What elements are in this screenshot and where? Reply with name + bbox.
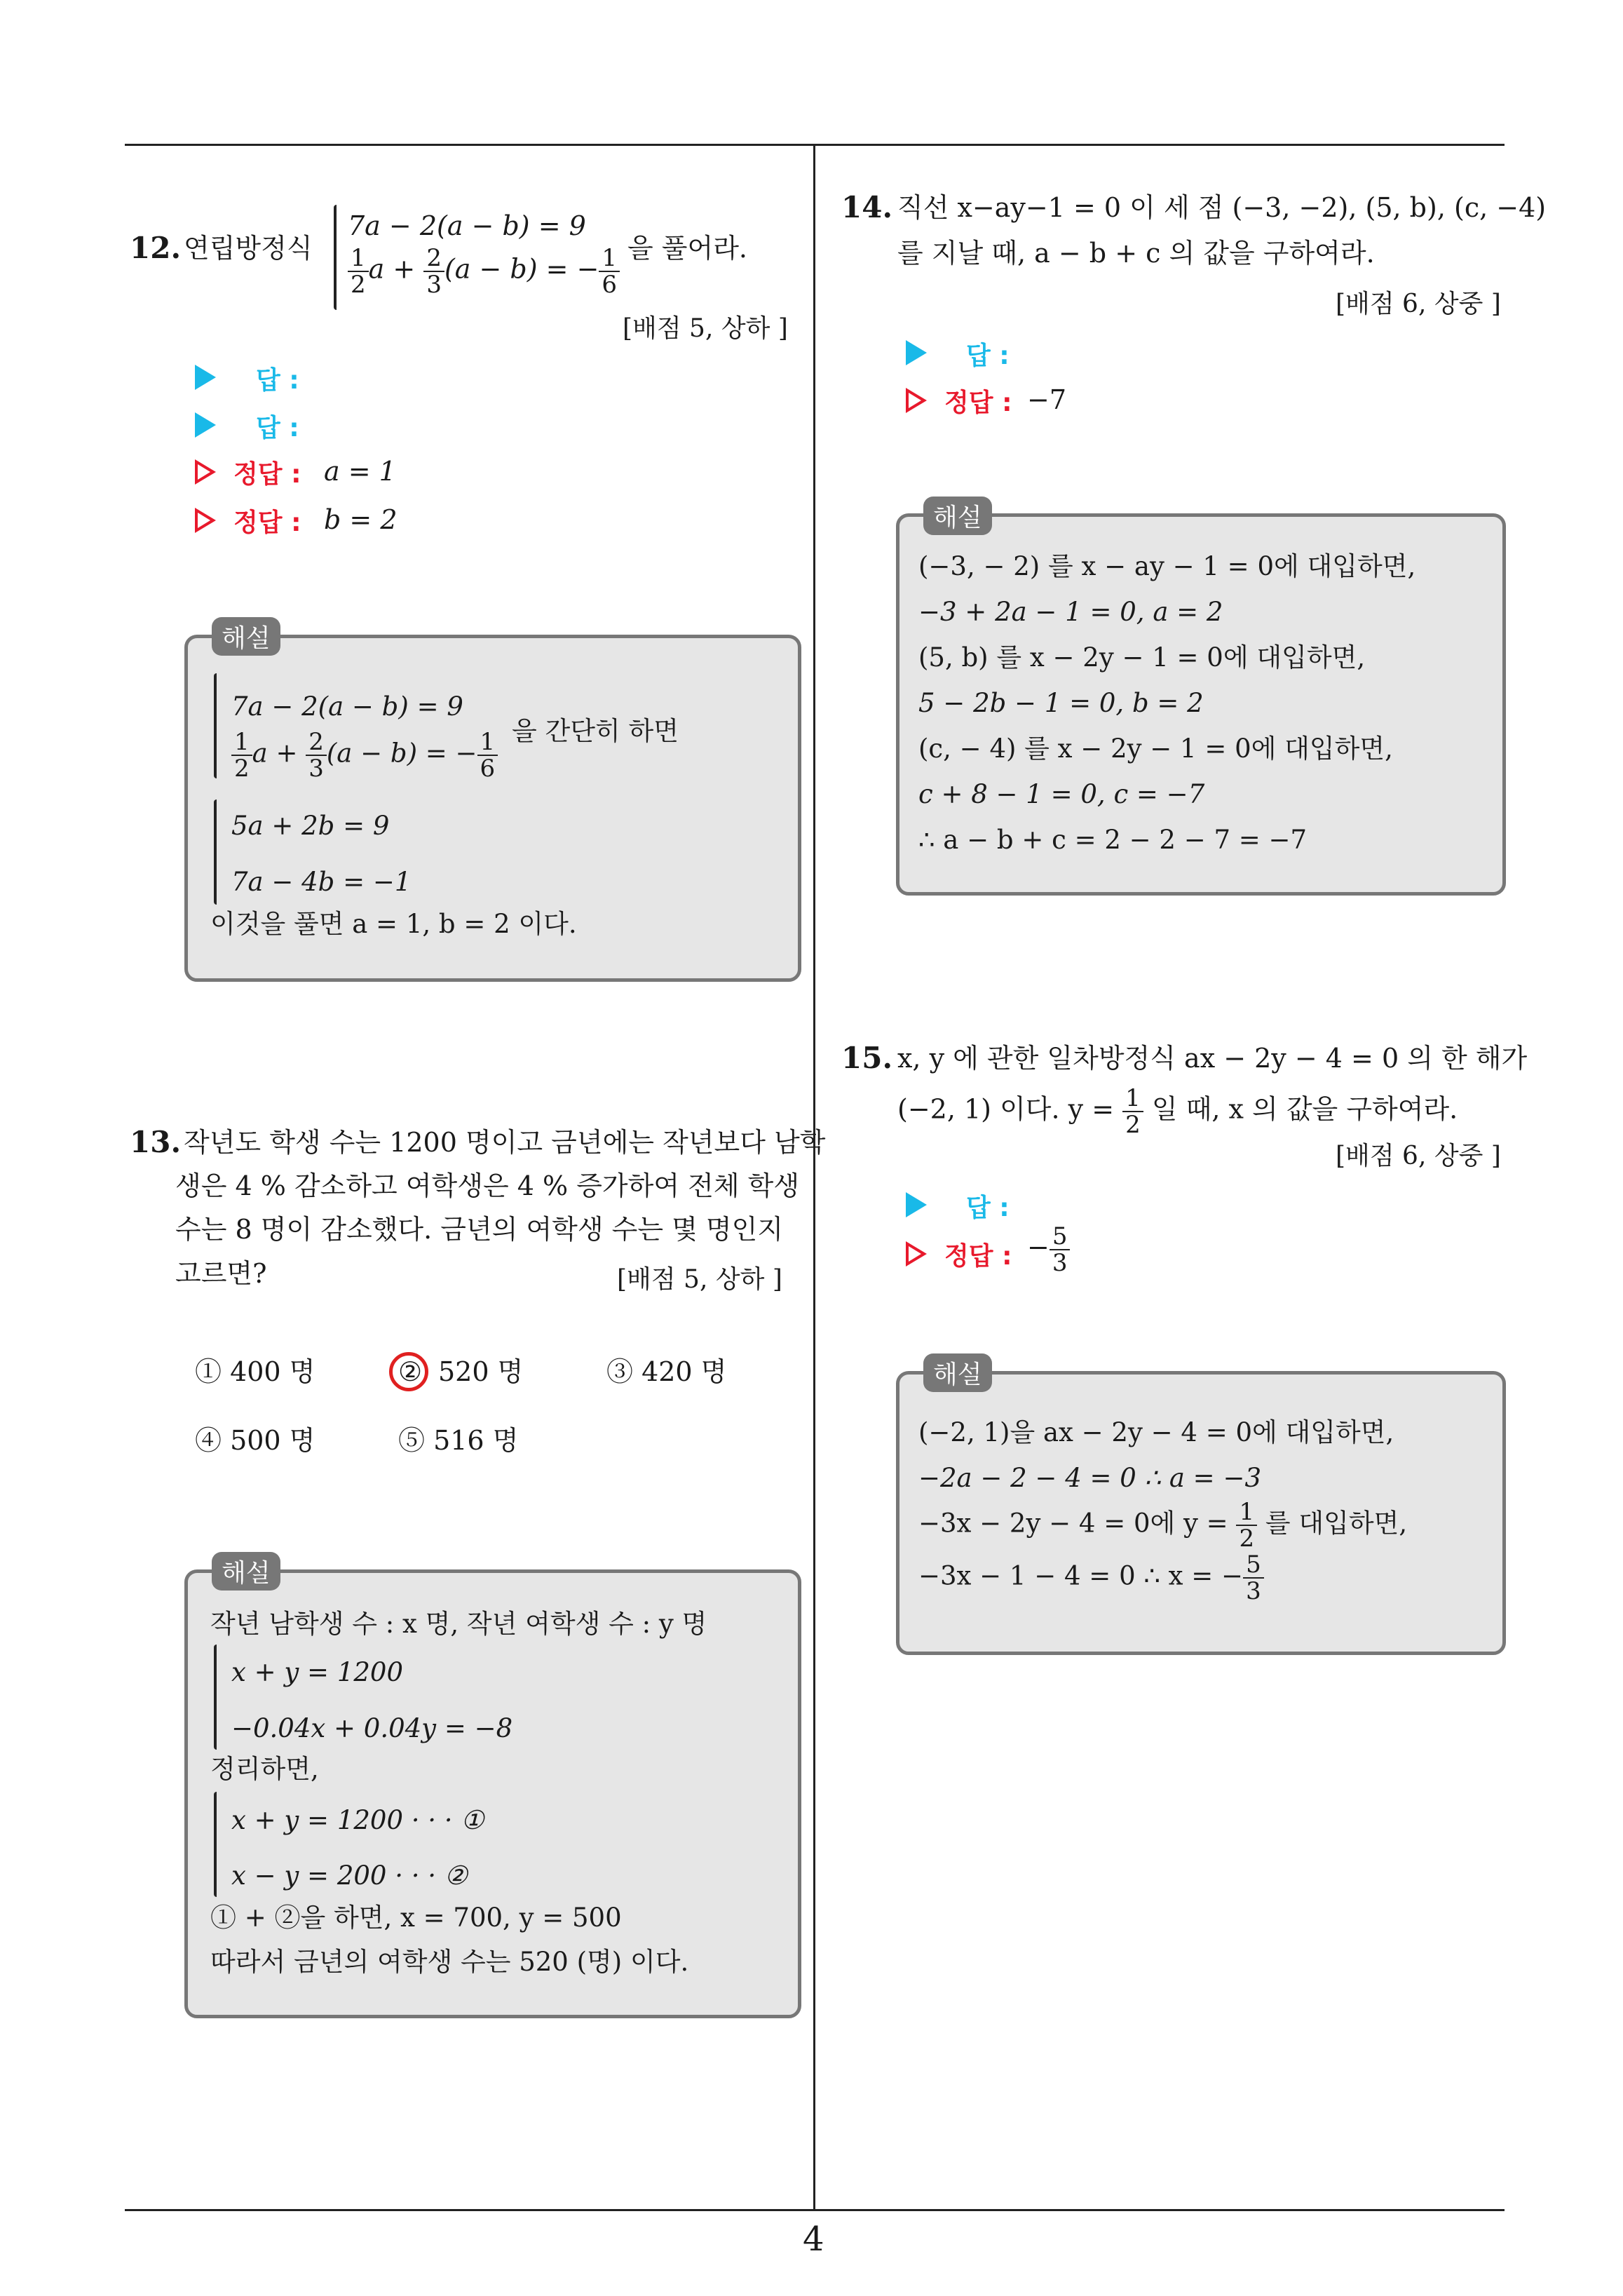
question-number: 15.: [841, 1041, 893, 1075]
fraction: $\frac{1}{2}$: [1122, 1086, 1143, 1137]
explanation-result: ∴ a − b + c = 2 − 2 − 7 = −7: [918, 825, 1308, 855]
question-line: x, y 에 관한 일차방정식 ax − 2y − 4 = 0 의 한 해가: [897, 1043, 1528, 1074]
explanation-tag: 해설: [923, 497, 992, 535]
equation-4: 7a − 4b = −1: [231, 867, 412, 897]
explanation-line: (−3, − 2) 를 x − ay − 1 = 0에 대입하면,: [918, 551, 1416, 581]
question-number: 13.: [130, 1125, 182, 1159]
score: [배점 5, 상하 ]: [623, 314, 788, 343]
correct-arrow-icon: [906, 388, 927, 413]
explanation-line: −2a − 2 − 4 = 0 ∴ a = −3: [918, 1463, 1261, 1493]
system-brace: [214, 1792, 217, 1897]
system-brace: [214, 673, 217, 778]
answer-label: 답 :: [256, 366, 299, 395]
explanation-tag: 해설: [923, 1353, 992, 1392]
question-prompt: 연립방정식: [184, 233, 313, 264]
question-line-2: (−2, 1) 이다. y = $\frac{1}{2}$ 일 때, x 의 값을 구하여라.: [897, 1084, 1458, 1139]
fraction: $\frac{1}{6}$: [599, 245, 620, 297]
explanation-line: 5 − 2b − 1 = 0, b = 2: [918, 688, 1204, 718]
fraction: $\frac{1}{2}$: [1236, 1499, 1257, 1551]
correct-label: 정답 :: [944, 389, 1012, 417]
fraction: $\frac{2}{3}$: [423, 245, 444, 297]
answer-arrow-icon: [195, 412, 216, 438]
explanation-line: 작년 남학생 수 : x 명, 작년 여학생 수 : y 명: [210, 1609, 707, 1639]
system-brace: [334, 205, 337, 310]
explanation-result: 이것을 풀면 a = 1, b = 2 이다.: [210, 909, 577, 939]
question-line: 생은 4 % 감소하고 여학생은 4 % 증가하여 전체 학생: [175, 1170, 800, 1201]
explanation-line: −3x − 2y − 4 = 0에 y = $\frac{1}{2}$ 를 대입하면,: [918, 1498, 1408, 1553]
fraction: $\frac{1}{6}$: [477, 729, 498, 781]
equation-3: x + y = 1200 · · · ①: [231, 1805, 484, 1835]
fraction: $\frac{2}{3}$: [306, 729, 327, 781]
equation-2: $\frac{1}{2}$ a + $\frac{2}{3}$ (a − b) = − $\frac{1}{6}$: [348, 245, 620, 297]
question-line: 직선 x−ay−1 = 0 이 세 점 (−3, −2), (5, b), (c, −4): [897, 192, 1547, 223]
question-line: 작년도 학생 수는 1200 명이고 금년에는 작년보다 남학: [184, 1127, 826, 1158]
column-divider: [813, 144, 815, 2209]
correct-label: 정답 :: [233, 460, 301, 489]
answer-label: 답 :: [966, 342, 1010, 370]
explanation-line: 정리하면,: [210, 1754, 319, 1784]
correct-arrow-icon: [906, 1241, 927, 1267]
explanation-tag: 해설: [212, 617, 280, 656]
equation-1: 7a − 2(a − b) = 9: [348, 210, 586, 241]
explanation-tag: 해설: [212, 1552, 280, 1591]
question-line: 수는 8 명이 감소했다. 금년의 여학생 수는 몇 명인지: [175, 1214, 784, 1245]
correct-arrow-icon: [195, 508, 216, 533]
system-brace: [214, 799, 217, 905]
correct-answer: a = 1: [324, 456, 396, 487]
page-number: 4: [803, 2220, 824, 2259]
explanation-line: ① + ②을 하면, x = 700, y = 500: [210, 1903, 622, 1933]
fraction: $\frac{1}{2}$: [231, 729, 252, 781]
system-brace: [214, 1645, 217, 1750]
correct-answer: −7: [1027, 384, 1067, 415]
equation-1: x + y = 1200: [231, 1657, 403, 1687]
equation-2: −0.04x + 0.04y = −8: [231, 1713, 513, 1743]
explanation-line: (−2, 1)을 ax − 2y − 4 = 0에 대입하면,: [918, 1417, 1394, 1447]
equation-3: 5a + 2b = 9: [231, 811, 390, 841]
answer-label: 답 :: [966, 1194, 1010, 1222]
correct-label: 정답 :: [944, 1242, 1012, 1271]
question-number: 14.: [841, 190, 893, 224]
question-line: 고르면?: [175, 1258, 267, 1289]
answer-arrow-icon: [195, 365, 216, 390]
answer-arrow-icon: [906, 1192, 927, 1217]
correct-answer: b = 2: [324, 504, 398, 535]
equation-1: 7a − 2(a − b) = 9: [231, 691, 463, 722]
score: [배점 5, 상하 ]: [617, 1265, 782, 1294]
answer-arrow-icon: [906, 340, 927, 365]
correct-arrow-icon: [195, 459, 216, 485]
correct-answer: − $\frac{5}{3}$: [1027, 1224, 1070, 1276]
equation-2: $\frac{1}{2}$ a + $\frac{2}{3}$ (a − b) = − $\frac{1}{6}$: [231, 729, 498, 781]
score: [배점 6, 상중 ]: [1336, 1142, 1501, 1170]
choice-5[interactable]: ⑤ 516 명: [398, 1425, 519, 1456]
fraction: $\frac{5}{3}$: [1243, 1552, 1264, 1604]
question-number: 12.: [130, 231, 182, 265]
score: [배점 6, 상중 ]: [1336, 290, 1501, 318]
choice-2-label[interactable]: 520 명: [438, 1356, 524, 1387]
answer-label: 답 :: [256, 414, 299, 443]
explanation-result: −3x − 1 − 4 = 0 ∴ x = − $\frac{5}{3}$: [918, 1552, 1264, 1604]
choice-4[interactable]: ④ 500 명: [195, 1425, 315, 1456]
explanation-suffix: 을 간단히 하면: [512, 716, 679, 746]
fraction: $\frac{1}{2}$: [348, 245, 369, 297]
correct-label: 정답 :: [233, 508, 301, 537]
equation-4: x − y = 200 · · · ②: [231, 1861, 468, 1891]
explanation-line: c + 8 − 1 = 0, c = −7: [918, 779, 1205, 809]
bottom-rule: [125, 2209, 1505, 2211]
choice-3[interactable]: ③ 420 명: [606, 1356, 727, 1387]
explanation-result: 따라서 금년의 여학생 수는 520 (명) 이다.: [210, 1947, 689, 1977]
explanation-line: −3 + 2a − 1 = 0, a = 2: [918, 597, 1223, 627]
fraction: $\frac{5}{3}$: [1050, 1224, 1071, 1276]
explanation-line: (c, − 4) 를 x − 2y − 1 = 0에 대입하면,: [918, 734, 1393, 764]
choice-1[interactable]: ① 400 명: [195, 1356, 315, 1387]
question-suffix: 을 풀어라.: [627, 233, 747, 264]
explanation-line: (5, b) 를 x − 2y − 1 = 0에 대입하면,: [918, 642, 1366, 673]
question-line: 를 지날 때, a − b + c 의 값을 구하여라.: [897, 238, 1375, 269]
choice-2-marker[interactable]: ②: [398, 1356, 423, 1387]
